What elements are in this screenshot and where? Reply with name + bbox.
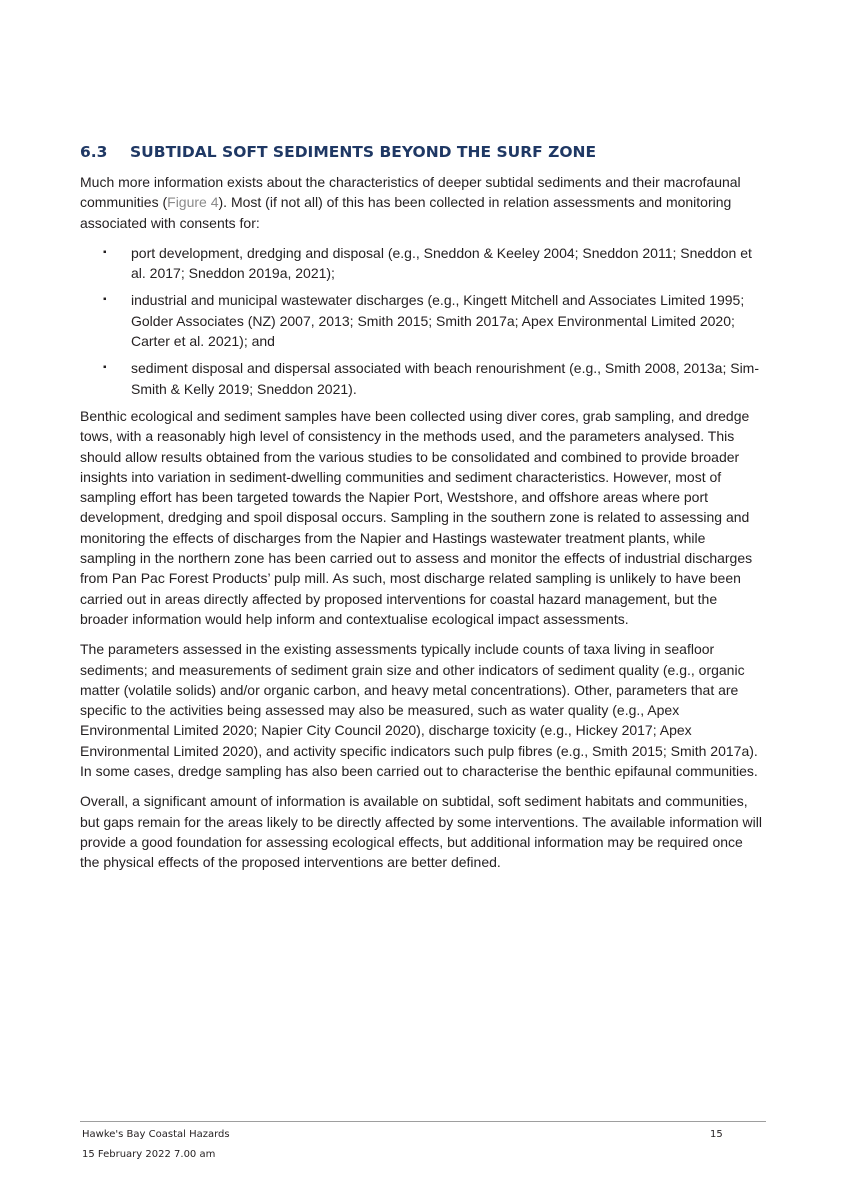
footer-document-title: Hawke's Bay Coastal Hazards bbox=[82, 1129, 230, 1140]
list-item-text: sediment disposal and dispersal associated with beach renourishment (e.g., Smith 2008, 2013a; Sim-Smith & Kelly 2019; Sneddon 2021). bbox=[131, 360, 760, 397]
footer-date: 15 February 2022 7.00 am bbox=[82, 1149, 216, 1160]
body-paragraph: Overall, a significant amount of information is available on subtidal, soft sediment habitats and communities, but gaps remain for the areas likely to be directly affected by some interventions. The available information will provide a good foundation for assessing ecological effects, but additional information may be required once the physical effects of the proposed interventions are better defined. bbox=[80, 793, 762, 871]
intro-text-start: Much more information exists about the characteristics of deeper subtidal sediments and their macrofaunal communities ( bbox=[80, 174, 741, 211]
consent-types-list bbox=[80, 243, 764, 399]
section-heading bbox=[80, 143, 780, 161]
list-item-text: port development, dredging and disposal (e.g., Sneddon & Keeley 2004; Sneddon 2011; Sneddon et al. 2017; Sneddon 2019a, 2021); bbox=[131, 244, 752, 282]
section-number: 6.3 bbox=[80, 143, 108, 161]
bullet-icon: ▪ bbox=[103, 362, 107, 374]
figure-4-reference-link[interactable]: Figure 4 bbox=[167, 194, 219, 211]
list-item bbox=[80, 243, 764, 284]
intro-text-end: ). Most (if not all) of this has been collected in relation assessments and monitoring associated with consents for: bbox=[80, 194, 732, 231]
body-paragraph: Benthic ecological and sediment samples have been collected using diver cores, grab sampling, and dredge tows, with a reasonably high level of consistency in the methods used, and the parameters analysed. This should allow results obtained from the various studies to be consolidated and combined to provide broader insights into variation in sediment-dwelling communities and sediment characteristics. However, most of sampling effort has been targeted towards the Napier Port, Westshore, and offshore areas where port development, dredging and spoil disposal occurs. Sampling in the southern zone is related to assessing and monitoring the effects of discharges from the Napier and Hastings wastewater treatment plants, while sampling in the northern zone has been carried out to assess and monitor the effects of industrial discharges from Pan Pac Forest Products’ pulp mill. As such, most discharge related sampling is unlikely to have been carried out in areas directly affected by proposed interventions for coastal hazard management, but the broader information would help inform and contextualise ecological impact assessments. bbox=[80, 407, 753, 627]
footer-page-number: 15 bbox=[710, 1129, 723, 1140]
footer-divider bbox=[80, 1121, 766, 1122]
list-item-text: industrial and municipal wastewater discharges (e.g., Kingett Mitchell and Associates Limited 1995; Golder Associates (NZ) 2007, 2013; Smith 2015; Smith 2017a; Apex Environmental Limited 2020; Carter et al. 2021); and bbox=[131, 292, 745, 350]
intro-paragraph bbox=[80, 172, 764, 233]
body-paragraph: The parameters assessed in the existing assessments typically include counts of taxa living in seafloor sediments; and measurements of sediment grain size and other indicators of sediment quality (e.g., organic matter (volatile solids) and/or organic carbon, and heavy metal concentrations). Other, parameters that are specific to the activities being assessed may also be measured, such as water quality (e.g., Apex Environmental Limited 2020; Napier City Council 2020), discharge toxicity (e.g., Hickey 2017; Apex Environmental Limited 2020), and activity specific indicators such pulp fibres (e.g., Smith 2015; Smith 2017a). In some cases, dredge sampling has also been carried out to characterise the benthic epifaunal communities. bbox=[80, 641, 758, 780]
section-body bbox=[80, 172, 764, 883]
list-item bbox=[80, 358, 764, 399]
bullet-icon: ▪ bbox=[103, 246, 107, 258]
list-item bbox=[80, 290, 764, 351]
bullet-icon: ▪ bbox=[103, 294, 107, 306]
section-title: SUBTIDAL SOFT SEDIMENTS BEYOND THE SURF ZONE bbox=[130, 143, 597, 161]
